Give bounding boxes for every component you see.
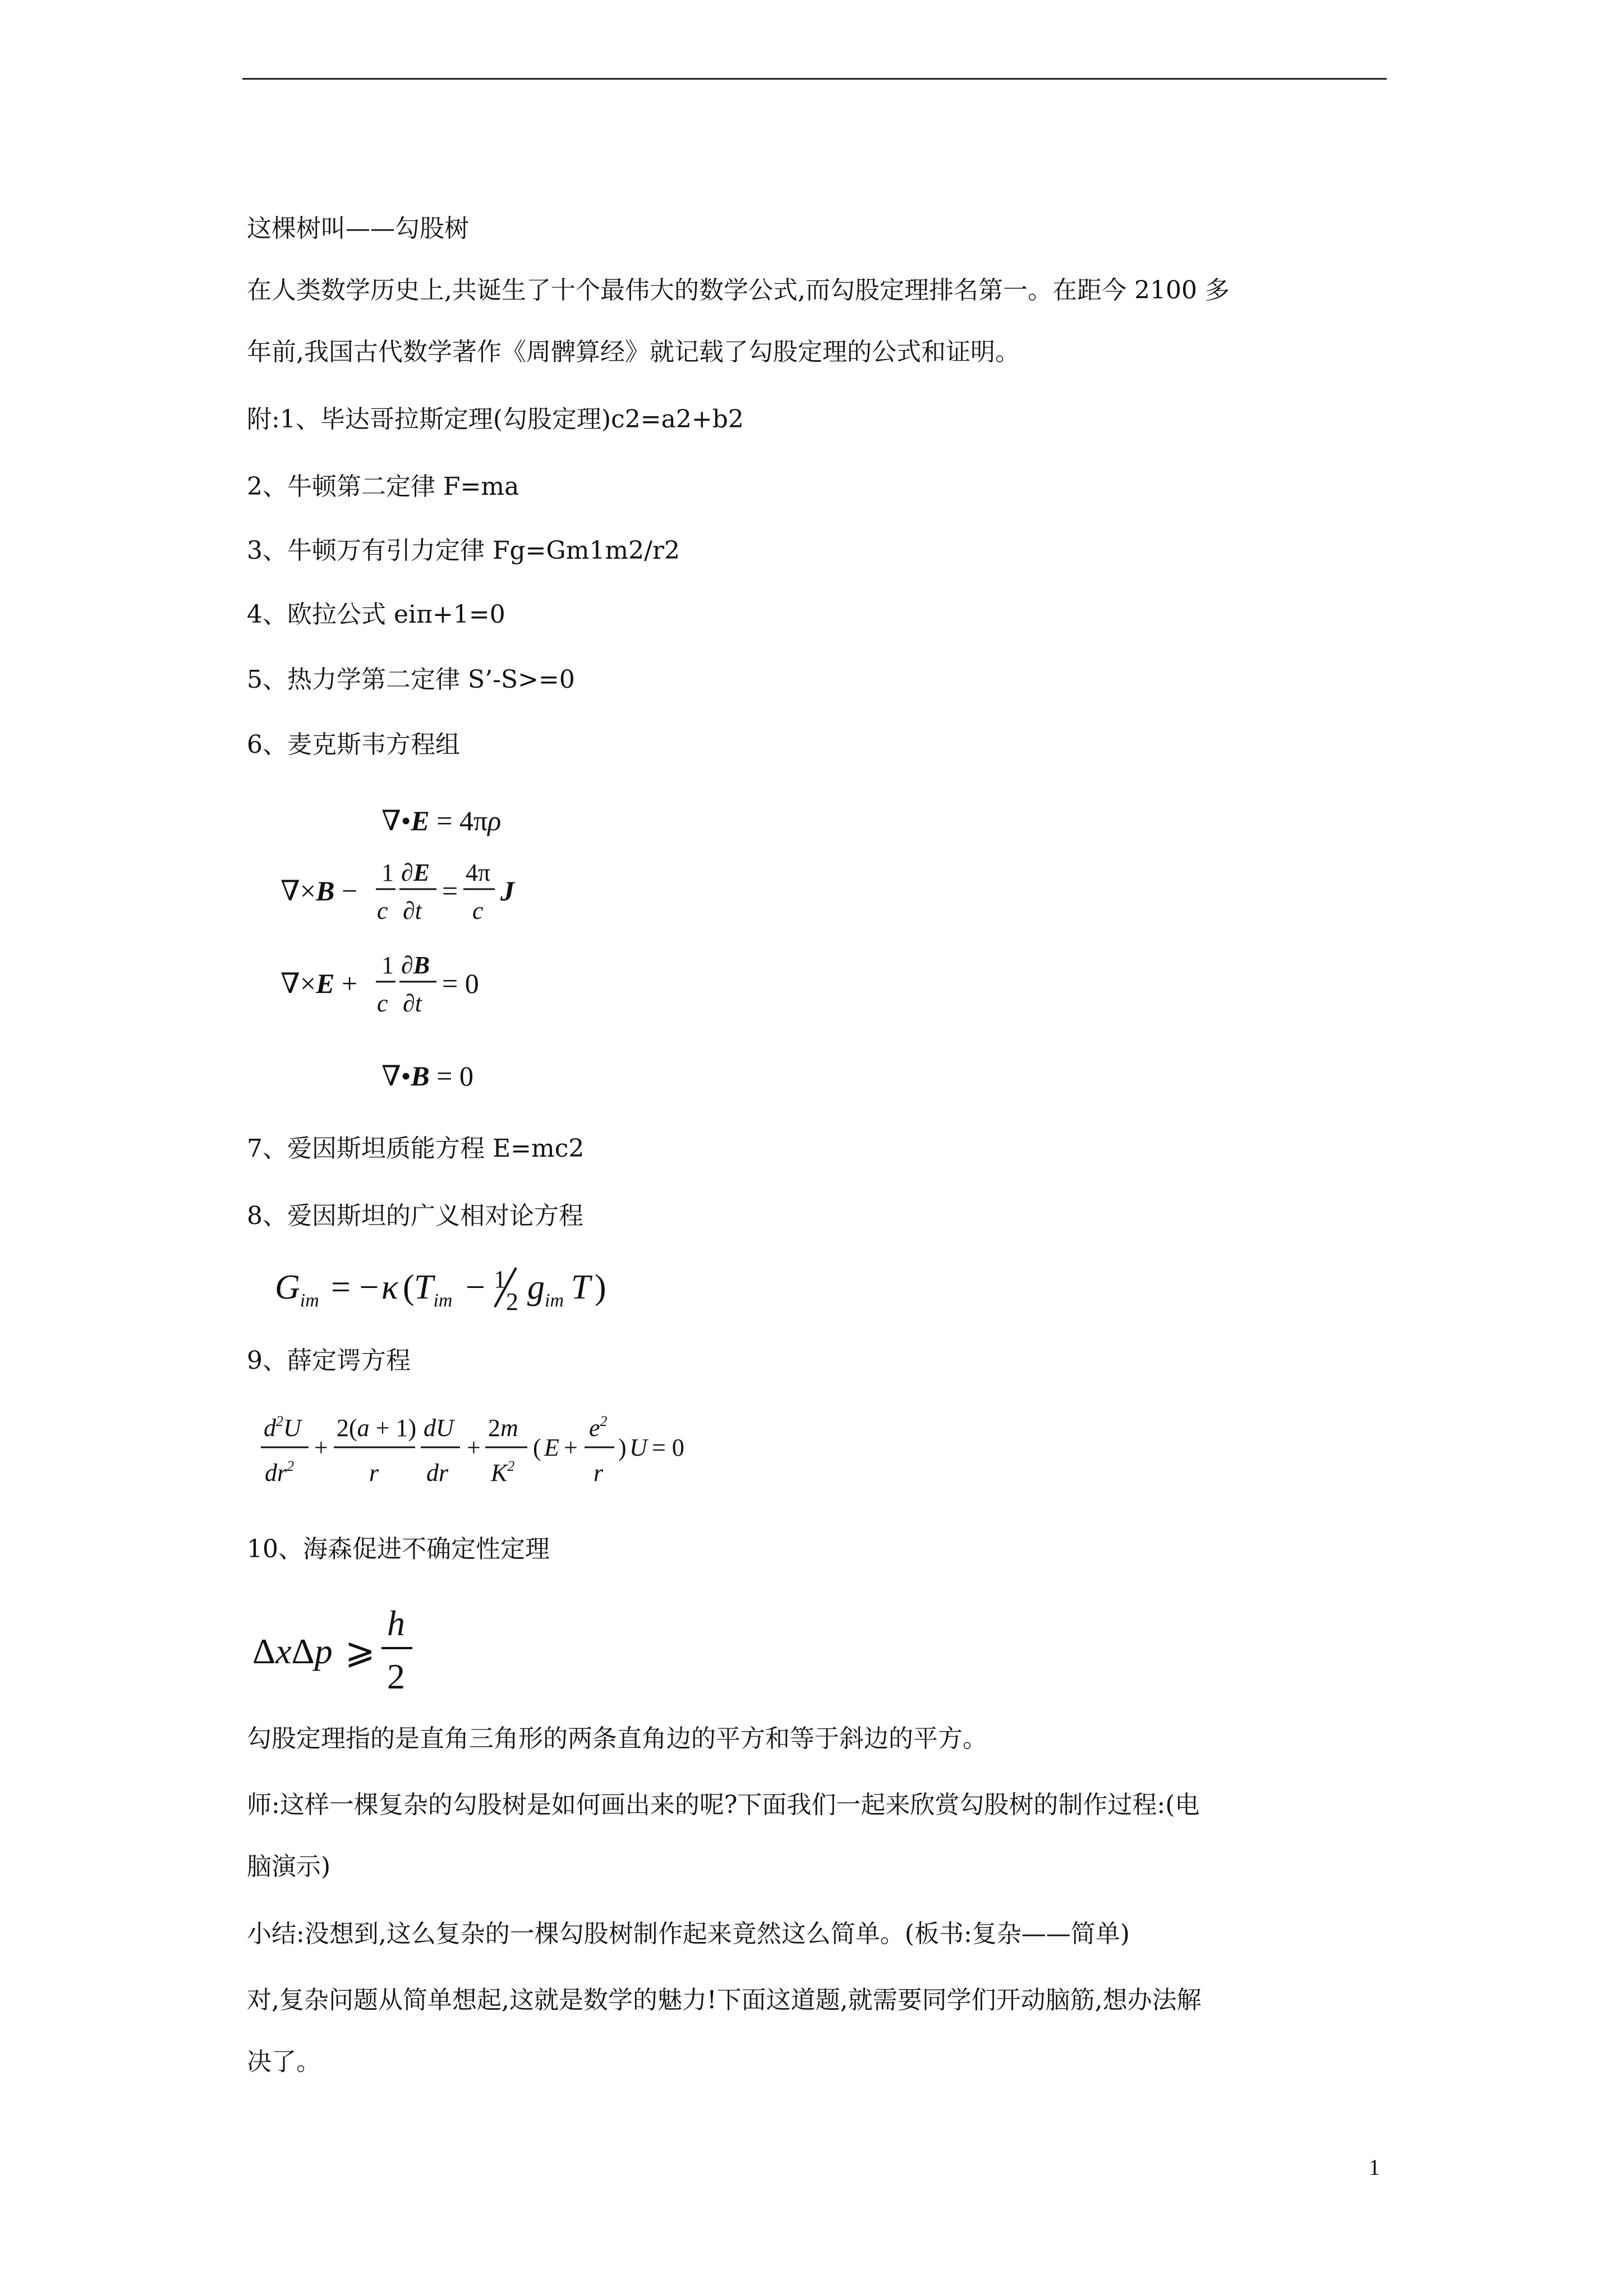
svg-text:dr: dr bbox=[426, 1459, 449, 1487]
page-number: 1 bbox=[1369, 2155, 1380, 2180]
svg-text:c: c bbox=[377, 990, 388, 1017]
svg-text:2(a + 1): 2(a + 1) bbox=[337, 1414, 417, 1442]
formula-item-10: 10、海森促进不确定性定理 bbox=[247, 1535, 550, 1563]
section-title: 这棵树叫——勾股树 bbox=[247, 214, 469, 243]
formula-item-1: 附:1、毕达哥拉斯定理(勾股定理)c2=a2+b2 bbox=[247, 405, 744, 434]
closing-line-6: 决了。 bbox=[247, 2047, 321, 2076]
svg-text:∇×E +: ∇×E + bbox=[280, 968, 358, 999]
formula-item-2: 2、牛顿第二定律 F=ma bbox=[247, 472, 519, 501]
svg-text:(: ( bbox=[403, 1268, 415, 1306]
svg-text:1: 1 bbox=[494, 1266, 506, 1293]
svg-text:= 0: = 0 bbox=[652, 1434, 684, 1461]
svg-text:K2: $K^2$ bbox=[491, 1458, 515, 1487]
svg-text:∂t: ∂t bbox=[403, 990, 422, 1017]
svg-text:2m: 2m bbox=[488, 1414, 518, 1442]
svg-text:∂E: ∂E bbox=[401, 859, 430, 886]
uncertainty-equation-image bbox=[250, 1593, 429, 1705]
formula-item-7: 7、爱因斯坦质能方程 E=mc2 bbox=[247, 1134, 585, 1163]
svg-text:d2U: $d^2U$ bbox=[264, 1413, 301, 1442]
svg-text:= −: = − bbox=[331, 1268, 379, 1306]
svg-text:dU: dU bbox=[424, 1414, 454, 1442]
formula-item-9: 9、薛定谔方程 bbox=[247, 1346, 411, 1375]
svg-text:+: + bbox=[564, 1434, 578, 1461]
svg-text:+: + bbox=[314, 1434, 328, 1461]
svg-text:κ: κ bbox=[381, 1268, 398, 1306]
svg-text:c: c bbox=[472, 897, 484, 924]
intro-line-2: 年前,我国古代数学著作《周髀算经》就记载了勾股定理的公式和证明。 bbox=[247, 338, 1020, 366]
svg-text:T: T bbox=[571, 1268, 591, 1306]
svg-text:+: + bbox=[467, 1434, 481, 1461]
svg-text:4π: 4π bbox=[466, 859, 491, 886]
svg-text:ΔxΔp: ΔxΔp bbox=[252, 1631, 333, 1671]
svg-text:1: 1 bbox=[381, 859, 394, 886]
closing-line-2: 师:这样一棵复杂的勾股树是如何画出来的呢?下面我们一起来欣赏勾股树的制作过程:(电 bbox=[247, 1791, 1200, 1819]
svg-text:U: U bbox=[629, 1434, 647, 1461]
formula-item-3: 3、牛顿万有引力定律 Fg=Gm1m2/r2 bbox=[247, 536, 680, 565]
formula-item-6: 6、麦克斯韦方程组 bbox=[247, 730, 460, 759]
svg-text:∂t: ∂t bbox=[403, 897, 422, 924]
svg-text:c: c bbox=[377, 897, 388, 924]
svg-text:=: = bbox=[442, 875, 458, 907]
svg-text:e2: $e^2$ bbox=[589, 1413, 608, 1442]
svg-text:∇×B −: ∇×B − bbox=[280, 875, 358, 907]
svg-text:2: 2 bbox=[506, 1288, 518, 1315]
svg-text:∇•E = 4πρ: ∇•E = 4πρ bbox=[381, 805, 502, 836]
svg-text:dr2: $dr^2$ bbox=[265, 1458, 295, 1487]
svg-text:): ) bbox=[618, 1434, 627, 1461]
svg-text:−: − bbox=[466, 1268, 485, 1306]
maxwell-equations-image bbox=[269, 791, 583, 1105]
svg-text:Tim: $T_{im}$ bbox=[414, 1268, 453, 1311]
closing-line-4: 小结:没想到,这么复杂的一棵勾股树制作起来竟然这么简单。(板书:复杂——简单) bbox=[247, 1920, 1130, 1948]
svg-text:∇•B = 0: ∇•B = 0 bbox=[381, 1060, 473, 1092]
svg-text:∂B: ∂B bbox=[401, 951, 430, 979]
svg-text:h: h bbox=[387, 1603, 405, 1643]
svg-text:J: J bbox=[500, 875, 514, 907]
svg-text:gim: $g_{im}$ bbox=[527, 1268, 564, 1311]
svg-text:E: E bbox=[544, 1434, 559, 1461]
svg-text:⩾: ⩾ bbox=[345, 1631, 375, 1671]
closing-line-3: 脑演示) bbox=[247, 1852, 331, 1881]
svg-text:(: ( bbox=[533, 1434, 541, 1461]
schrodinger-equation-image bbox=[252, 1402, 712, 1503]
svg-text:r: r bbox=[594, 1459, 604, 1487]
formula-item-4: 4、欧拉公式 eiπ+1=0 bbox=[247, 600, 505, 629]
closing-line-5: 对,复杂问题从简单想起,这就是数学的魅力!下面这道题,就需要同学们开动脑筋,想办法解 bbox=[247, 1986, 1202, 2014]
relativity-equation-image bbox=[264, 1251, 623, 1324]
svg-text:= 0: = 0 bbox=[442, 968, 479, 999]
svg-text:Gim: $G_{im}$ bbox=[275, 1268, 319, 1311]
header-rule bbox=[242, 78, 1387, 80]
closing-line-1: 勾股定理指的是直角三角形的两条直角边的平方和等于斜边的平方。 bbox=[247, 1724, 987, 1753]
svg-text:1: 1 bbox=[381, 951, 394, 979]
intro-line-1: 在人类数学历史上,共诞生了十个最伟大的数学公式,而勾股定理排名第一。在距今 2100 多 bbox=[247, 276, 1230, 305]
svg-text:r: r bbox=[369, 1459, 379, 1487]
formula-item-8: 8、爱因斯坦的广义相对论方程 bbox=[247, 1202, 583, 1230]
svg-text:): ) bbox=[595, 1268, 606, 1306]
formula-item-5: 5、热力学第二定律 S’-S>=0 bbox=[247, 665, 575, 694]
svg-text:2: 2 bbox=[387, 1657, 405, 1696]
